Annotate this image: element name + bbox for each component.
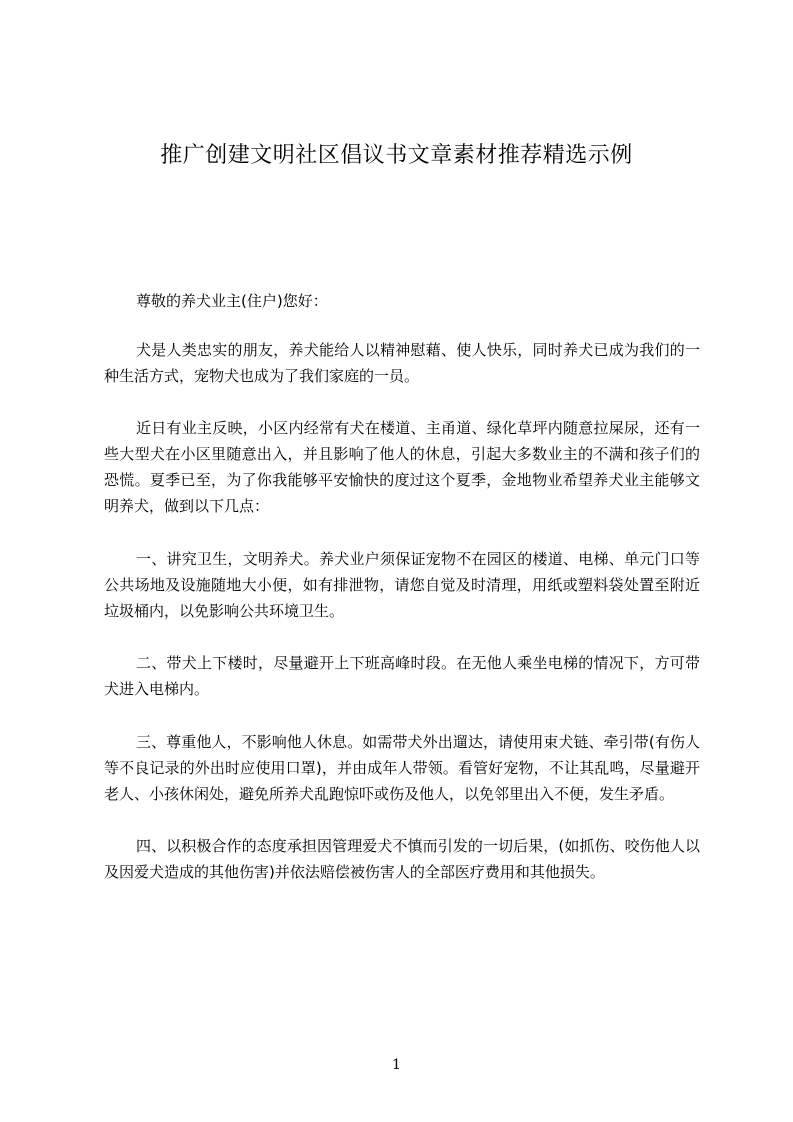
paragraph-item-2-elevator: 二、带犬上下楼时，尽量避开上下班高峰时段。在无他人乘坐电梯的情况下，方可带犬进入电梯内。 xyxy=(104,654,700,698)
greeting-line: 尊敬的养犬业主(住户)您好： xyxy=(136,292,328,310)
paragraph-item-4-liability: 四、以积极合作的态度承担因管理爱犬不慎而引发的一切后果，(如抓伤、咬伤他人以及因爱犬造成的其他伤害)并依法赔偿被伤害人的全部医疗费用和其他损失。 xyxy=(104,837,700,881)
page-number: 1 xyxy=(392,1057,401,1073)
document-body xyxy=(104,288,700,885)
paragraph-item-3-respect: 三、尊重他人，不影响他人休息。如需带犬外出遛达，请使用束犬链、牵引带(有伤人等不良记录的外出时应使用口罩)，并由成年人带领。看管好宠物，不让其乱鸣，尽量避开老人、小孩休闲处，避免所养犬乱跑惊吓或伤及他人，以免邻里出入不便，发生矛盾。 xyxy=(104,733,700,803)
page-title: 推广创建文明社区倡议书文章素材推荐精选示例 xyxy=(160,143,633,168)
paragraph-item-1-hygiene: 一、讲究卫生，文明养犬。养犬业户须保证宠物不在园区的楼道、电梯、单元门口等公共场地及设施随地大小便，如有排泄物，请您自觉及时清理，用纸或塑料袋处置至附近垃圾桶内，以免影响公共环境卫生。 xyxy=(104,550,700,620)
paragraph-complaints: 近日有业主反映，小区内经常有犬在楼道、主甬道、绿化草坪内随意拉屎尿，还有一些大型犬在小区里随意出入，并且影响了他人的休息，引起大多数业主的不满和孩子们的恐慌。夏季已至，为了你我能够平安愉快的度过这个夏季，金地物业希望养犬业主能够文明养犬，做到以下几点： xyxy=(104,419,700,515)
paragraph-intro: 犬是人类忠实的朋友，养犬能给人以精神慰藉、使人快乐，同时养犬已成为我们的一种生活方式，宠物犬也成为了我们家庭的一员。 xyxy=(104,341,700,385)
